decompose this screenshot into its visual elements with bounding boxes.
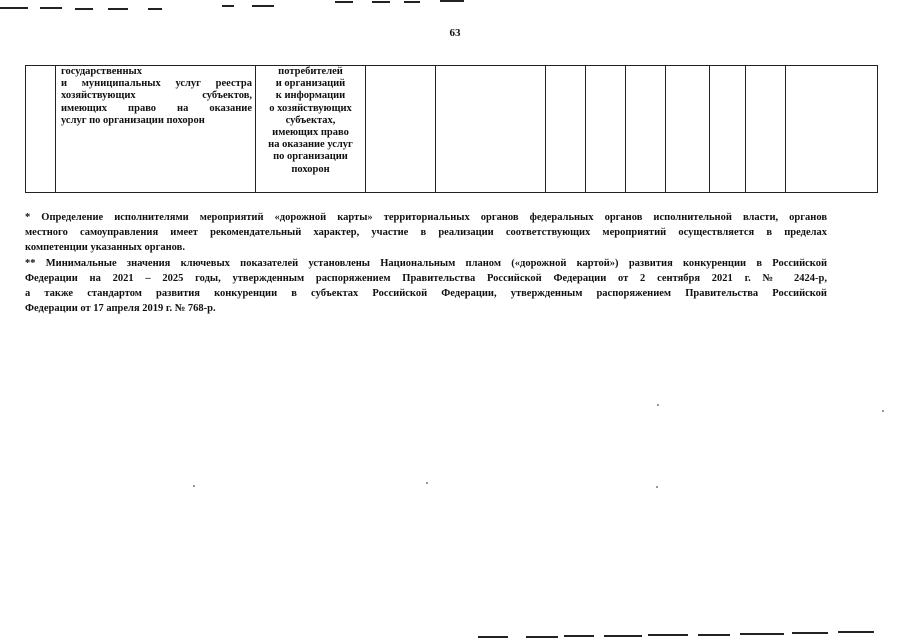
scan-artifact-top xyxy=(148,8,162,10)
description-line: услуг по организации похорон xyxy=(61,114,205,126)
table-cell-number xyxy=(26,66,56,193)
scan-artifact-bottom xyxy=(526,636,558,638)
table-cell-empty xyxy=(366,66,436,193)
scan-artifact-top xyxy=(440,0,464,2)
scan-speck xyxy=(656,486,658,488)
footnote-line: Федерации на 2021 – 2025 годы, утвержденным распоряжением Правительства Российской Федерации от 2 сентября 2021 г. № 2424-р, xyxy=(25,272,827,284)
table-cell-result xyxy=(256,66,366,193)
result-line: имеющих право xyxy=(272,127,349,139)
scan-artifact-bottom xyxy=(792,632,828,634)
scan-speck xyxy=(193,485,195,487)
scan-artifact-top xyxy=(372,1,390,3)
table-cell-empty xyxy=(586,66,626,193)
description-line: имеющих право на оказание xyxy=(61,102,252,114)
scan-artifact-top xyxy=(404,1,420,3)
footnotes xyxy=(25,210,827,316)
table-cell-empty xyxy=(436,66,546,193)
result-line: и организаций xyxy=(275,78,346,90)
footnote-line: Федерации от 17 апреля 2019 г. № 768-р. xyxy=(25,303,216,315)
table-cell-description xyxy=(56,66,256,193)
table-cell-empty xyxy=(546,66,586,193)
description-line: хозяйствующих субъектов, xyxy=(61,90,252,102)
scan-artifact-top xyxy=(108,8,128,10)
scan-artifact-bottom xyxy=(740,633,784,635)
table-cell-empty xyxy=(626,66,666,193)
footnote-line: * Определение исполнителями мероприятий «дорожной карты» территориальных органов федеральных органов исполнительной власти, органов xyxy=(25,212,827,223)
footnote-second xyxy=(25,256,827,317)
result-line: похорон xyxy=(291,163,330,175)
scan-speck xyxy=(882,410,884,412)
result-line: по организации xyxy=(273,151,348,163)
result-line: о хозяйствующих xyxy=(269,102,352,114)
table-row xyxy=(26,66,878,193)
footnote-line: ** Минимальные значения ключевых показателей установлены Национальным планом («дорожной картой») развития конкуренции в Российской xyxy=(25,257,827,269)
scan-artifact-bottom xyxy=(648,634,688,636)
result-line: на оказание услуг xyxy=(268,139,353,151)
scan-speck xyxy=(657,404,659,406)
scan-artifact-top xyxy=(252,5,274,7)
description-line: государственных xyxy=(61,66,142,77)
scan-artifact-bottom xyxy=(478,636,508,638)
scan-artifact-bottom xyxy=(604,635,642,637)
scan-artifact-bottom xyxy=(698,634,730,636)
scan-artifact-top xyxy=(0,7,28,9)
scan-artifact-top xyxy=(75,8,93,10)
table-cell-empty xyxy=(746,66,786,193)
page-number: 63 xyxy=(449,27,461,39)
footnote-line: а также стандартом развития конкуренции в субъектах Российской Федерации, утвержденным распоряжением Правительства Российской xyxy=(25,288,827,300)
footnote-line: компетенции указанных органов. xyxy=(25,242,185,254)
scan-artifact-top xyxy=(40,7,62,9)
result-line: к информации xyxy=(275,90,346,102)
footnote-first xyxy=(25,210,827,256)
scan-artifact-top xyxy=(222,5,234,7)
scan-artifact-top xyxy=(335,1,353,3)
scan-artifact-bottom xyxy=(564,635,594,637)
footnote-line: местного самоуправления имеет рекомендательный характер, участие в реализации соответствующих мероприятий осуществляется в пределах xyxy=(25,227,827,239)
description-line: и муниципальных услуг реестра xyxy=(61,78,252,90)
table-cell-empty xyxy=(786,66,878,193)
scan-speck xyxy=(426,482,428,484)
result-line: потребителей xyxy=(278,66,343,77)
table-cell-empty xyxy=(710,66,746,193)
table-cell-empty xyxy=(666,66,710,193)
scan-artifact-bottom xyxy=(838,631,874,633)
roadmap-table xyxy=(25,65,878,193)
result-line: субъектах, xyxy=(285,114,336,126)
